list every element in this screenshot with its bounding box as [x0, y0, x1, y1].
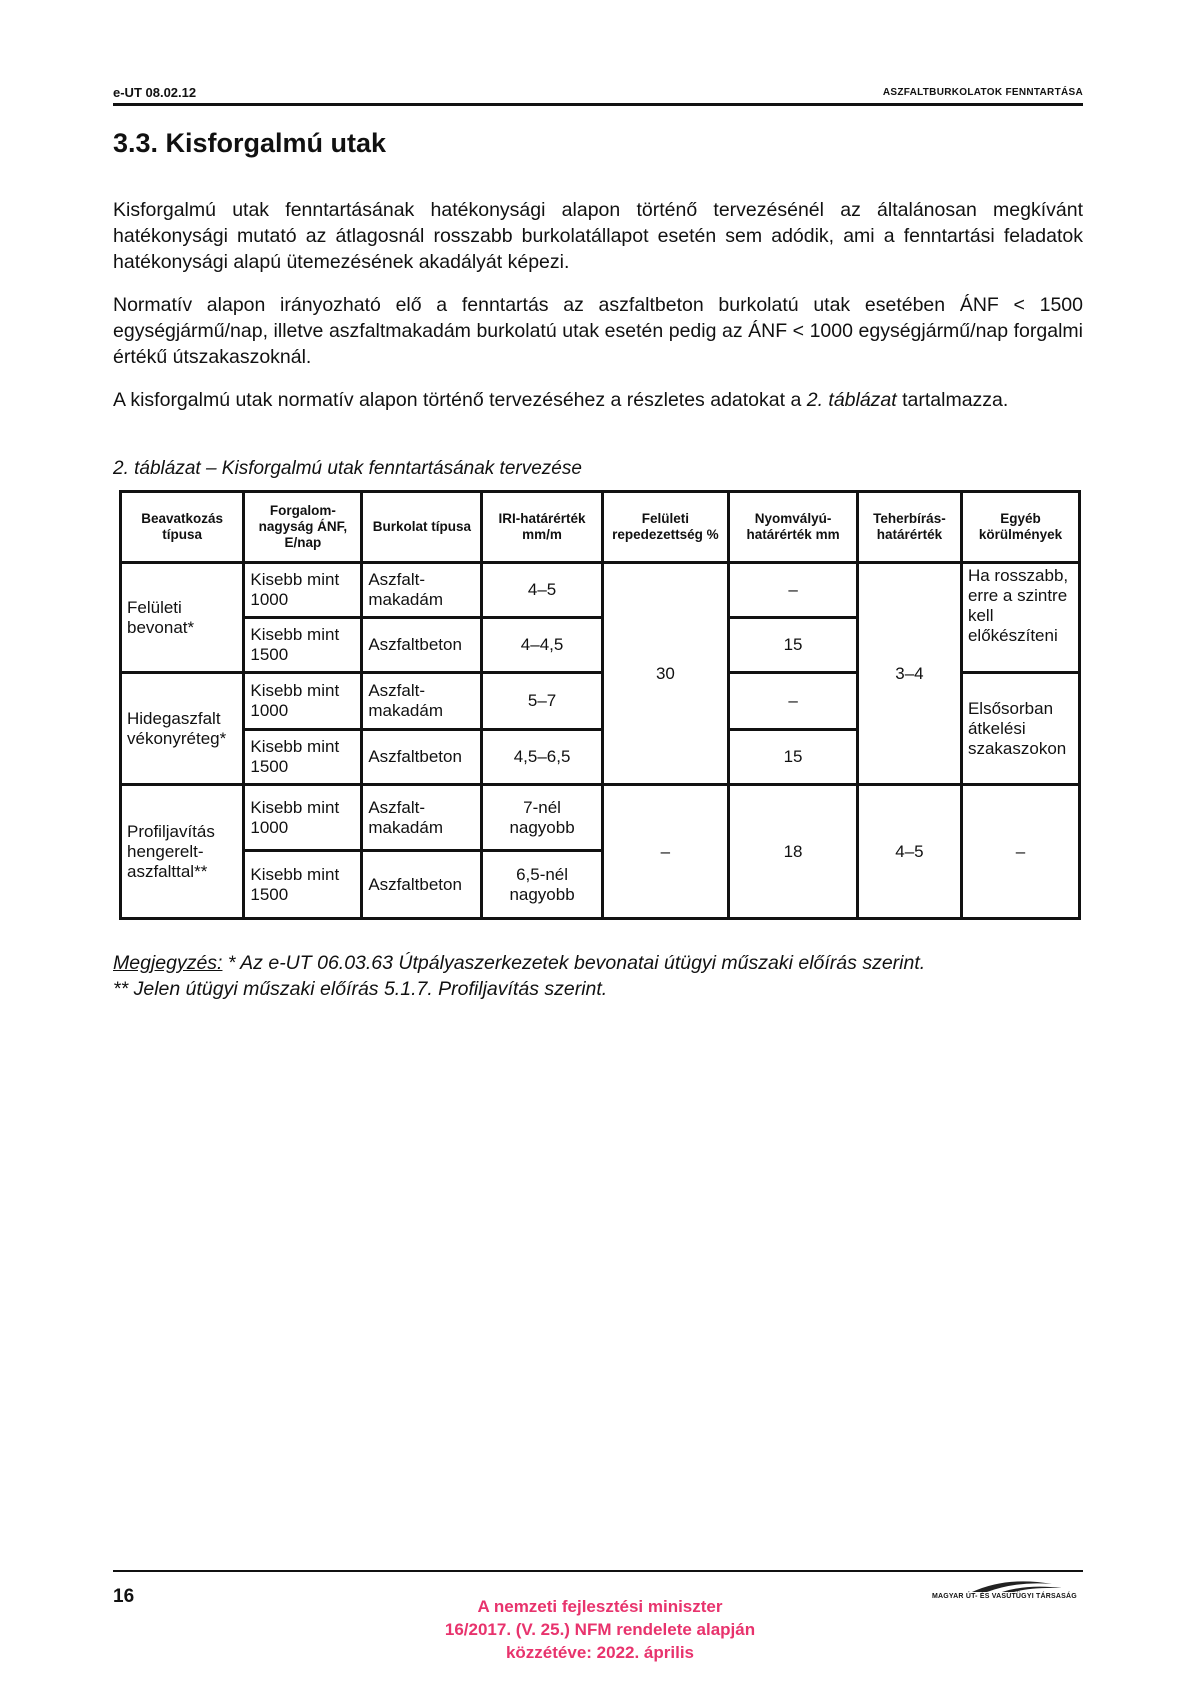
traffic-cell: Kisebb mint 1500	[244, 618, 362, 673]
logo-swoosh-icon	[932, 1578, 1082, 1594]
header-iri-limit: IRI-határérték mm/m	[482, 492, 602, 563]
table-caption: 2. táblázat – Kisforgalmú utak fenntartásának tervezése	[113, 458, 582, 479]
header-rut-limit: Nyomvályú-határérték mm	[729, 492, 858, 563]
logo-text: MAGYAR ÚT- ÉS VASÚTÜGYI TÁRSASÁG	[932, 1593, 1077, 1600]
section-title: 3.3. Kisforgalmú utak	[113, 128, 387, 158]
rut-cell: 15	[729, 730, 858, 785]
society-logo	[932, 1578, 1082, 1606]
cracking-cell: –	[602, 785, 729, 919]
maintenance-table	[119, 490, 1081, 920]
table-reference: 2. táblázat	[806, 389, 897, 411]
publication-line-3: közzétéve: 2022. április	[505, 1643, 695, 1662]
table-row	[121, 785, 1080, 851]
intervention-type-cell: Hidegaszfalt vékonyréteg*	[121, 673, 244, 785]
page-header	[113, 83, 1083, 106]
note-text-1: * Az e-UT 06.03.63 Útpályaszerkezetek bevonatai útügyi műszaki előírás szerint.	[222, 952, 926, 974]
iri-cell: 6,5-nél nagyobb	[482, 851, 602, 919]
cracking-cell: 30	[602, 563, 729, 785]
publication-line-2: 16/2017. (V. 25.) NFM rendelete alapján	[444, 1620, 756, 1639]
header-bearing-limit: Teherbírás-határérték	[857, 492, 961, 563]
surface-cell: Aszfalt-makadám	[362, 673, 482, 730]
iri-cell: 4–4,5	[482, 618, 602, 673]
surface-cell: Aszfaltbeton	[362, 851, 482, 919]
surface-cell: Aszfalt-makadám	[362, 563, 482, 618]
document-code: e-UT 08.02.12	[113, 85, 197, 100]
header-surface-cracking: Felületi repedezettség %	[602, 492, 729, 563]
bearing-cell: 4–5	[857, 785, 961, 919]
header-other-conditions: Egyéb körülmények	[961, 492, 1079, 563]
publication-line-1: A nemzeti fejlesztési miniszter	[477, 1597, 723, 1616]
header-traffic: Forgalom-nagyság ÁNF, E/nap	[244, 492, 362, 563]
rut-cell: –	[729, 673, 858, 730]
traffic-cell: Kisebb mint 1000	[244, 785, 362, 851]
paragraph-3	[113, 387, 1083, 413]
paragraph-2: Normatív alapon irányozható elő a fenntartás az aszfaltbeton burkolatú utak esetében ÁNF < 1500 egységjármű/nap, illetve aszfaltmakadám burkolatú utak esetén pedig az ÁNF < 1000 egységjármű/nap forgalmi értékű útszakaszoknál.	[113, 294, 1083, 368]
paragraph-3-text-start: A kisforgalmú utak normatív alapon történő tervezéséhez a részletes adatokat a	[113, 389, 807, 411]
note-line-1	[113, 950, 1083, 976]
footer-divider	[113, 1570, 1083, 1572]
traffic-cell: Kisebb mint 1500	[244, 730, 362, 785]
iri-cell: 7-nél nagyobb	[482, 785, 602, 851]
table-note	[113, 950, 1083, 1002]
header-surface-type: Burkolat típusa	[362, 492, 482, 563]
publication-notice	[380, 1595, 820, 1664]
traffic-cell: Kisebb mint 1000	[244, 563, 362, 618]
rut-cell: 18	[729, 785, 858, 919]
iri-cell: 4–5	[482, 563, 602, 618]
page-number: 16	[113, 1586, 135, 1607]
document-title: ASZFALTBURKOLATOK FENNTARTÁSA	[882, 87, 1083, 98]
paragraph-3-text-end: tartalmazza.	[896, 389, 1009, 411]
table-row	[121, 563, 1080, 618]
rut-cell: 15	[729, 618, 858, 673]
other-conditions-cell: –	[961, 785, 1079, 919]
rut-cell: –	[729, 563, 858, 618]
paragraph-1: Kisforgalmú utak fenntartásának hatékonysági alapon történő tervezésénél az általánosan megkívánt hatékonysági mutató az átlagosnál rosszabb burkolatállapot esetén sem adódik, ami a fenntartási feladatok hatékonysági alapú ütemezésének akadályát képezi.	[113, 199, 1083, 273]
surface-cell: Aszfaltbeton	[362, 730, 482, 785]
traffic-cell: Kisebb mint 1000	[244, 673, 362, 730]
intervention-type-cell: Profiljavítás hengerelt-aszfalttal**	[121, 785, 244, 919]
other-conditions-cell: Ha rosszabb, erre a szintre kell előkészíteni	[961, 563, 1079, 673]
traffic-cell: Kisebb mint 1500	[244, 851, 362, 919]
note-text-2: ** Jelen útügyi műszaki előírás 5.1.7. Profiljavítás szerint.	[113, 978, 608, 1000]
intervention-type-cell: Felületi bevonat*	[121, 563, 244, 673]
surface-cell: Aszfaltbeton	[362, 618, 482, 673]
surface-cell: Aszfalt-makadám	[362, 785, 482, 851]
bearing-cell: 3–4	[857, 563, 961, 785]
header-intervention-type: Beavatkozás típusa	[121, 492, 244, 563]
note-label: Megjegyzés:	[113, 952, 223, 974]
other-conditions-cell: Elsősorban átkelési szakaszokon	[961, 673, 1079, 785]
table-header-row	[121, 492, 1080, 563]
iri-cell: 5–7	[482, 673, 602, 730]
iri-cell: 4,5–6,5	[482, 730, 602, 785]
